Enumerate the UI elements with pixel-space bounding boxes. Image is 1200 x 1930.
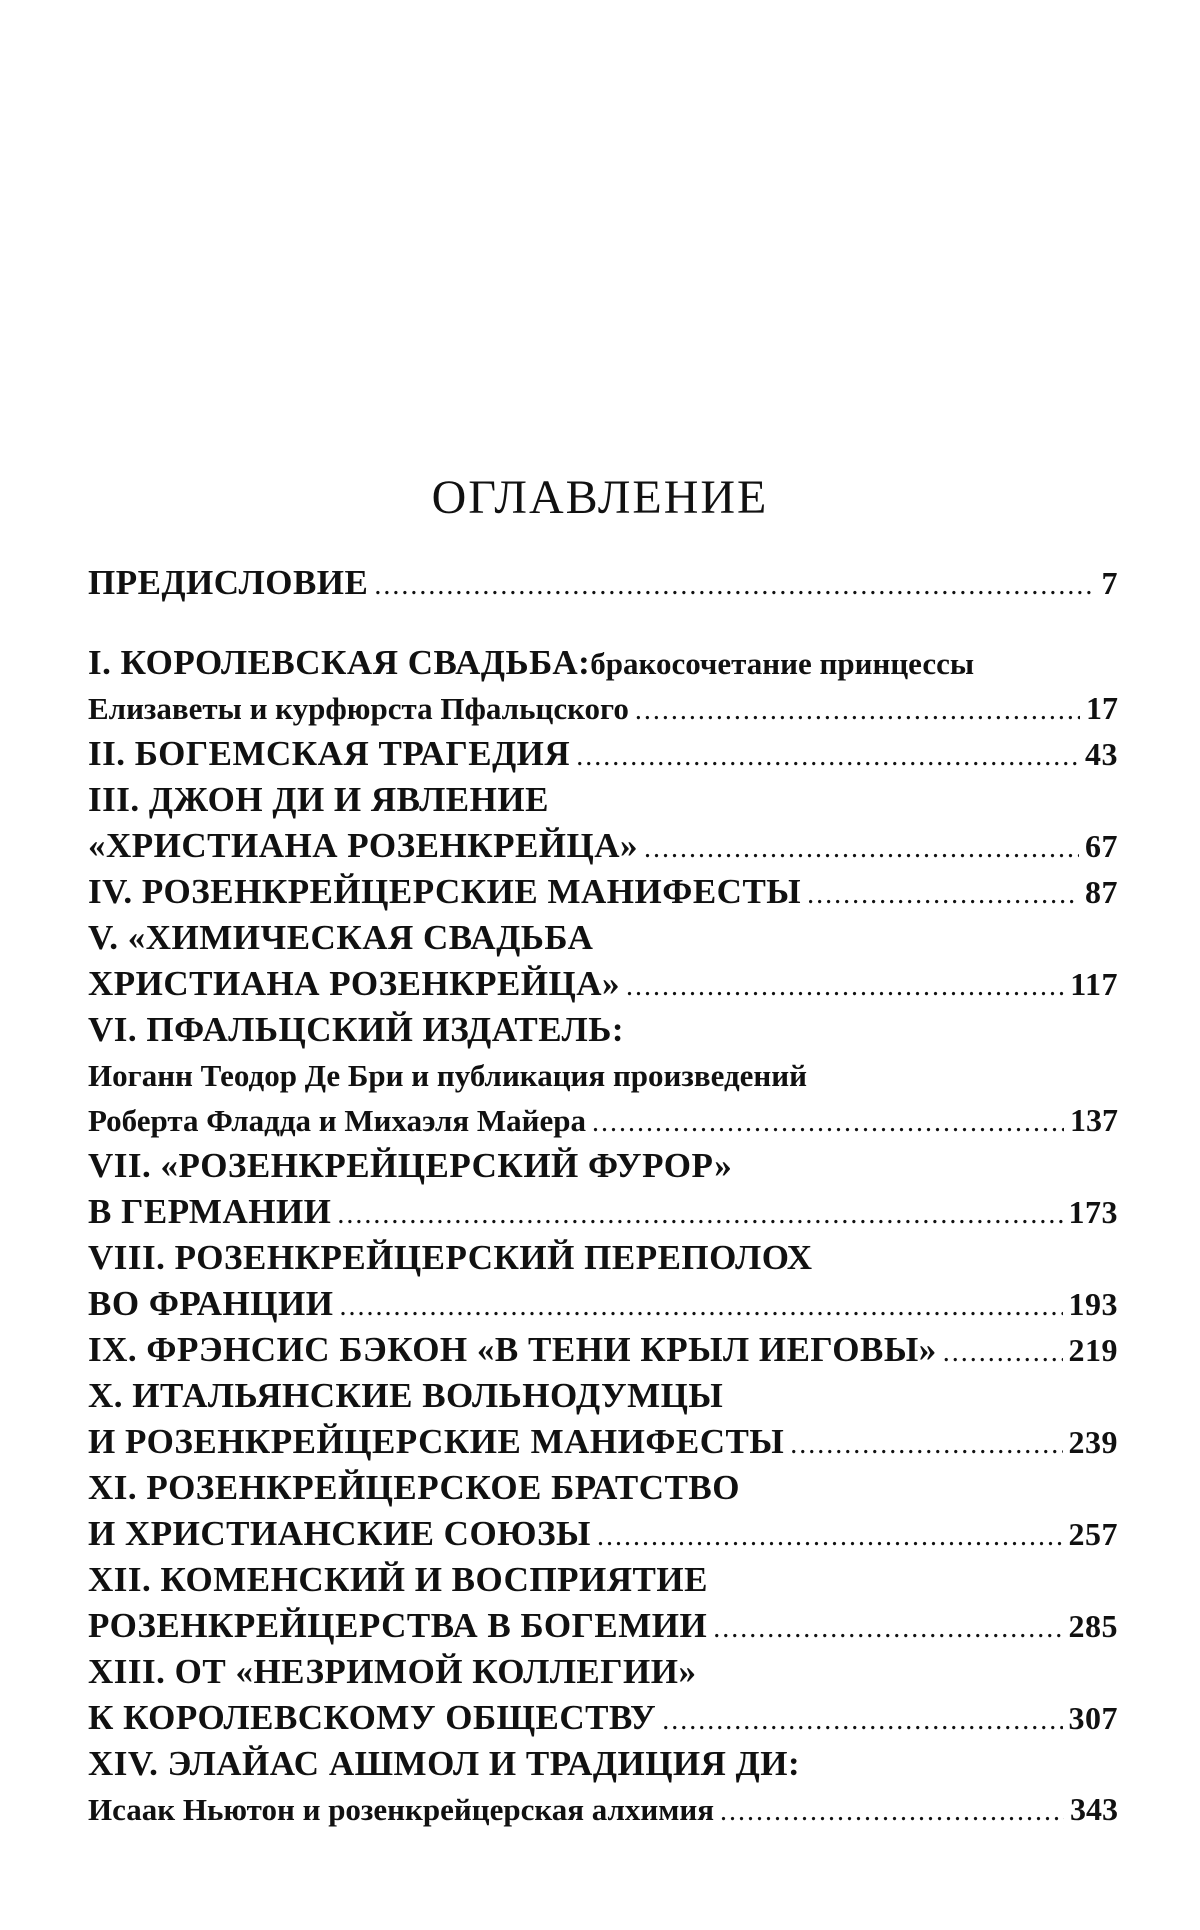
toc-line bbox=[88, 869, 1118, 915]
toc-line bbox=[88, 1373, 1118, 1419]
page-number: 67 bbox=[1085, 828, 1118, 864]
toc-line bbox=[88, 640, 1118, 686]
toc-line-text: В ГЕРМАНИИ bbox=[88, 1192, 332, 1231]
page-number: 173 bbox=[1068, 1194, 1118, 1230]
toc-line-text: XIV. ЭЛАЙАС АШМОЛ И ТРАДИЦИЯ ДИ: bbox=[88, 1744, 801, 1783]
toc-line-text: Елизаветы и курфюрста Пфальцского bbox=[88, 691, 629, 726]
toc-line bbox=[88, 1603, 1118, 1649]
dot-leader bbox=[720, 1789, 1064, 1834]
toc-line-text: Роберта Фладда и Михаэля Майера bbox=[88, 1103, 586, 1138]
dot-leader bbox=[374, 563, 1095, 609]
toc-line bbox=[88, 1189, 1118, 1235]
toc-line bbox=[88, 1098, 1118, 1143]
page-number: 117 bbox=[1070, 966, 1118, 1002]
toc-line bbox=[88, 1741, 1118, 1787]
dot-leader bbox=[337, 1192, 1062, 1238]
toc-entry bbox=[88, 1327, 1118, 1373]
toc-line bbox=[88, 1419, 1118, 1465]
toc-line-text: ПРЕДИСЛОВИЕ bbox=[88, 563, 369, 602]
page-number: 239 bbox=[1068, 1424, 1118, 1460]
toc-entry bbox=[88, 777, 1118, 869]
toc-line bbox=[88, 1007, 1118, 1053]
toc-line-text: И ХРИСТИАНСКИЕ СОЮЗЫ bbox=[88, 1514, 591, 1553]
dot-leader bbox=[339, 1284, 1062, 1330]
dot-leader bbox=[592, 1100, 1064, 1145]
dot-leader bbox=[807, 872, 1079, 918]
toc-line-text: XII. КОМЕНСКИЙ И ВОСПРИЯТИЕ bbox=[88, 1560, 708, 1599]
dot-leader bbox=[576, 734, 1079, 780]
page-number: 43 bbox=[1085, 736, 1118, 772]
page-number: 219 bbox=[1068, 1332, 1118, 1368]
toc-line-subtitle: бракосочетание принцессы bbox=[590, 646, 975, 681]
toc-line bbox=[88, 1511, 1118, 1557]
dot-leader bbox=[790, 1422, 1062, 1468]
toc-line-text: XIII. ОТ «НЕЗРИМОЙ КОЛЛЕГИИ» bbox=[88, 1652, 697, 1691]
toc-line-text: VII. «РОЗЕНКРЕЙЦЕРСКИЙ ФУРОР» bbox=[88, 1146, 733, 1185]
toc-line bbox=[88, 961, 1118, 1007]
toc-line-text: I. КОРОЛЕВСКАЯ СВАДЬБА: bbox=[88, 643, 591, 682]
toc-line bbox=[88, 1281, 1118, 1327]
table-of-contents bbox=[88, 560, 1118, 1832]
toc-entry bbox=[88, 1649, 1118, 1741]
toc-entry bbox=[88, 1373, 1118, 1465]
toc-line-text: V. «ХИМИЧЕСКАЯ СВАДЬБА bbox=[88, 918, 594, 957]
toc-line-text: ХРИСТИАНА РОЗЕНКРЕЙЦА» bbox=[88, 964, 621, 1003]
dot-leader bbox=[635, 688, 1080, 733]
dot-leader bbox=[626, 964, 1064, 1010]
page-number: 87 bbox=[1085, 874, 1118, 910]
toc-line-text: XI. РОЗЕНКРЕЙЦЕРСКОЕ БРАТСТВО bbox=[88, 1468, 740, 1507]
toc-line bbox=[88, 777, 1118, 823]
toc-line bbox=[88, 1787, 1118, 1832]
toc-line bbox=[88, 915, 1118, 961]
toc-line-text: «ХРИСТИАНА РОЗЕНКРЕЙЦА» bbox=[88, 826, 639, 865]
toc-line-text: И РОЗЕНКРЕЙЦЕРСКИЕ МАНИФЕСТЫ bbox=[88, 1422, 785, 1461]
dot-leader bbox=[597, 1514, 1063, 1560]
toc-line bbox=[88, 823, 1118, 869]
toc-entry bbox=[88, 1465, 1118, 1557]
toc-line bbox=[88, 1235, 1118, 1281]
page-number: 137 bbox=[1070, 1102, 1118, 1138]
toc-entry bbox=[88, 915, 1118, 1007]
toc-entry bbox=[88, 1741, 1118, 1832]
page-number: 257 bbox=[1068, 1516, 1118, 1552]
page-number: 7 bbox=[1101, 565, 1118, 601]
page-title: ОГЛАВЛЕНИЕ bbox=[431, 471, 769, 525]
toc-entry bbox=[88, 1143, 1118, 1235]
toc-entry bbox=[88, 731, 1118, 777]
toc-line-text: Исаак Ньютон и розенкрейцерская алхимия bbox=[88, 1792, 715, 1827]
toc-line bbox=[88, 1557, 1118, 1603]
page-number: 17 bbox=[1086, 690, 1118, 726]
toc-entry bbox=[88, 560, 1118, 606]
page-number: 193 bbox=[1068, 1286, 1118, 1322]
toc-line-text: ВО ФРАНЦИИ bbox=[88, 1284, 334, 1323]
toc-line-text: IV. РОЗЕНКРЕЙЦЕРСКИЕ МАНИФЕСТЫ bbox=[88, 872, 802, 911]
toc-entry bbox=[88, 1007, 1118, 1143]
toc-line bbox=[88, 686, 1118, 731]
toc-line-text: II. БОГЕМСКАЯ ТРАГЕДИЯ bbox=[88, 734, 571, 773]
toc-line-text: К КОРОЛЕВСКОМУ ОБЩЕСТВУ bbox=[88, 1698, 657, 1737]
toc-line bbox=[88, 731, 1118, 777]
toc-line bbox=[88, 1143, 1118, 1189]
toc-line bbox=[88, 1053, 1118, 1098]
page-number: 307 bbox=[1068, 1700, 1118, 1736]
toc-entry bbox=[88, 640, 1118, 731]
toc-entry bbox=[88, 1557, 1118, 1649]
page-number: 285 bbox=[1068, 1608, 1118, 1644]
toc-line-text: Иоганн Теодор Де Бри и публикация произведений bbox=[88, 1058, 807, 1093]
toc-line-text: VIII. РОЗЕНКРЕЙЦЕРСКИЙ ПЕРЕПОЛОХ bbox=[88, 1238, 813, 1277]
toc-line-text: IX. ФРЭНСИС БЭКОН «В ТЕНИ КРЫЛ ИЕГОВЫ» bbox=[88, 1330, 937, 1369]
dot-leader bbox=[662, 1698, 1062, 1744]
page-number: 343 bbox=[1070, 1791, 1118, 1827]
toc-line bbox=[88, 560, 1118, 606]
toc-line-text: VI. ПФАЛЬЦСКИЙ ИЗДАТЕЛЬ: bbox=[88, 1010, 624, 1049]
toc-line-text: X. ИТАЛЬЯНСКИЕ ВОЛЬНОДУМЦЫ bbox=[88, 1376, 724, 1415]
dot-leader bbox=[713, 1606, 1062, 1652]
toc-line bbox=[88, 1327, 1118, 1373]
toc-entry bbox=[88, 869, 1118, 915]
toc-line bbox=[88, 1695, 1118, 1741]
dot-leader bbox=[943, 1330, 1063, 1376]
toc-line-text: РОЗЕНКРЕЙЦЕРСТВА В БОГЕМИИ bbox=[88, 1606, 708, 1645]
dot-leader bbox=[644, 826, 1079, 872]
toc-line-text: III. ДЖОН ДИ И ЯВЛЕНИЕ bbox=[88, 780, 549, 819]
toc-line bbox=[88, 1649, 1118, 1695]
toc-line bbox=[88, 1465, 1118, 1511]
toc-entry bbox=[88, 1235, 1118, 1327]
